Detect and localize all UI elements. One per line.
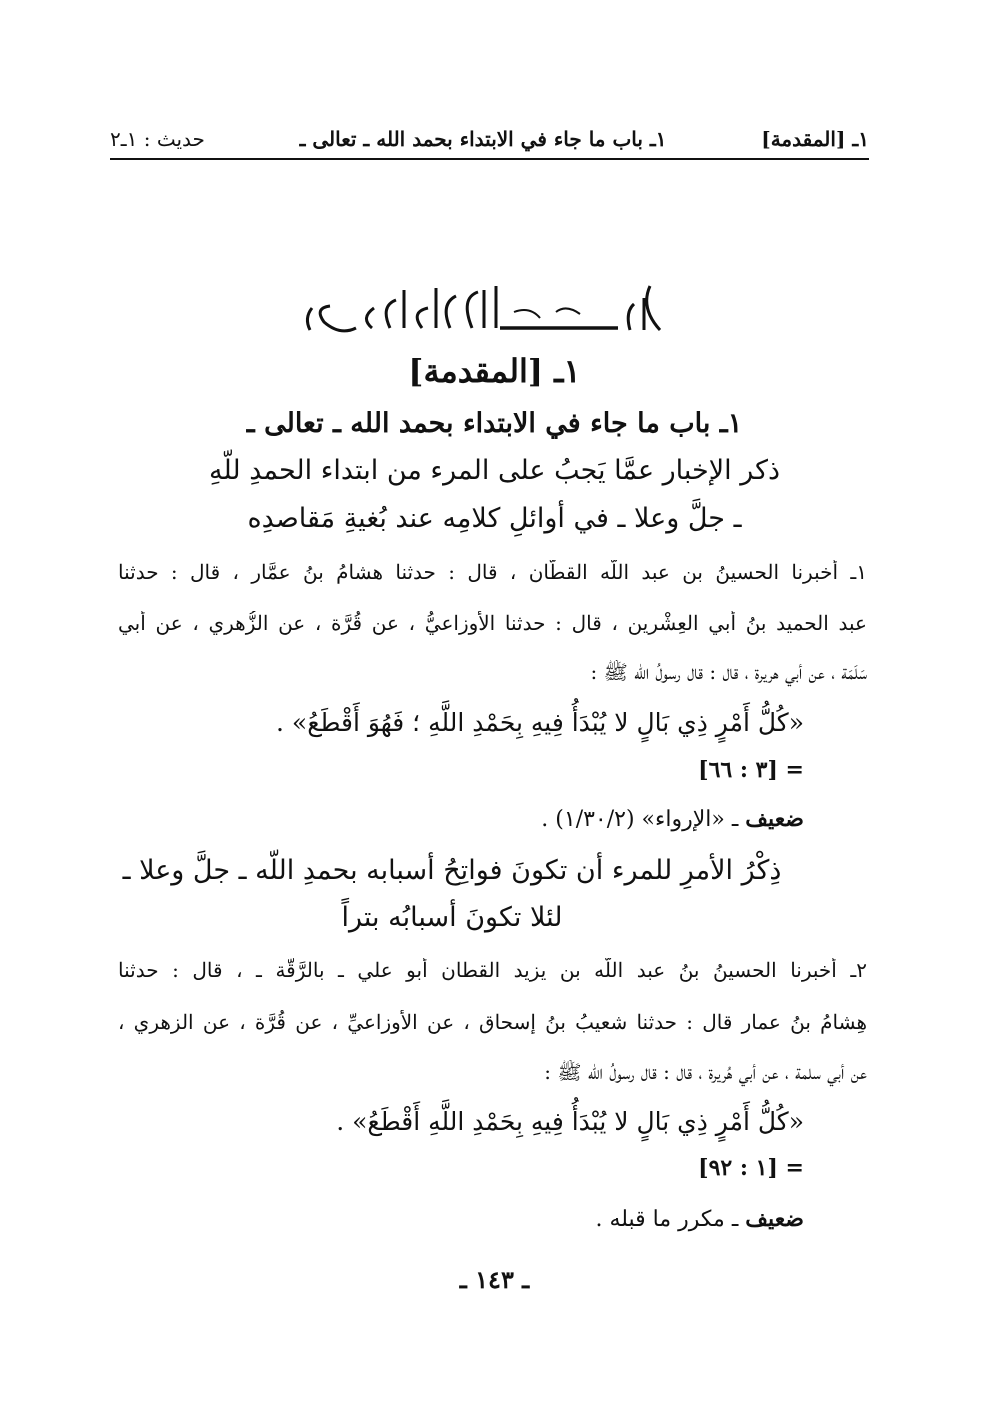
hadith-1-grade-label: ضعيف — [745, 806, 804, 832]
hadith-2-isnad-line-3: عن أبي سلمة ، عن أبي هُريرة ، قال : قال رسولُ اللّه ﷺ : — [544, 1060, 867, 1084]
heading-2-line-1: ذِكْرُ الأمرِ للمرء أن تكونَ فواتِحُ أسبابه بحمدِ اللّه ـ جلَّ وعلا ـ — [122, 855, 782, 886]
hadith-1-matn: «كُلُّ أَمْرٍ ذِي بَالٍ لا يُبْدَأُ فِيهِ بِحَمْدِ اللَّهِ ؛ فَهُوَ أَقْطَعُ» . — [276, 708, 804, 737]
hadith-2-grade — [595, 1206, 804, 1232]
hadith-2-matn: «كُلُّ أَمْرٍ ذِي بَالٍ لا يُبْدَأُ فِيهِ بِحَمْدِ اللَّهِ أَقْطَعُ» . — [336, 1107, 804, 1136]
running-header-hadith-range: حديث : ١ـ٢ — [110, 127, 205, 151]
running-header — [110, 122, 869, 156]
hadith-2-grade-label: ضعيف — [745, 1206, 804, 1232]
basmala-calligraphy — [300, 278, 680, 342]
hadith-1-reference: = [٣ : ٦٦] — [698, 757, 804, 783]
hadith-1-isnad-line-1: ١ـ أخبرنا الحسينُ بن عبد اللّه القطَّان ، قال : حدثنا هشامُ بنُ عمَّار ، قال : حدثنا — [118, 560, 867, 584]
hadith-2-isnad-line-2: هِشامُ بنُ عمار قال : حدثنا شعيبُ بنُ إسحاق ، عن الأوزاعيِّ ، عن قُرَّة ، عن الزهري ، — [118, 1010, 867, 1034]
heading-2-line-2: لئلا تكونَ أسبابُه بتراً — [341, 902, 563, 933]
hadith-1-isnad-line-3: سَلَمَة ، عن أبي هريرة ، قال : قال رسولُ اللّه ﷺ : — [590, 660, 867, 684]
header-rule — [110, 158, 869, 160]
page-number: ـ ١٤٣ ـ — [459, 1265, 530, 1294]
hadith-2-isnad-line-1: ٢ـ أخبرنا الحسينُ بنُ عبد اللّه بن يزيد القطان أبو علي ـ بالرَّقَّة ـ ، قال : حدثنا — [118, 958, 867, 982]
section-title: ١ـ [المقدمة] — [408, 352, 581, 390]
hadith-1-grade — [541, 806, 804, 832]
running-header-chapter: ١ـ باب ما جاء في الابتداء بحمد الله ـ تعالى ـ — [299, 127, 667, 151]
chapter-title: ١ـ باب ما جاء في الابتداء بحمد الله ـ تعالى ـ — [246, 408, 743, 439]
running-header-section: ١ـ [المقدمة] — [761, 127, 869, 151]
heading-1-line-1: ذكر الإخبار عمَّا يَجبُ على المرء من ابتداء الحمدِ للّهِ — [208, 455, 781, 486]
hadith-2-grade-detail: ـ مكرر ما قبله . — [595, 1207, 739, 1232]
hadith-1-grade-detail: ـ «الإرواء» (١/٣٠/٢) . — [541, 807, 739, 832]
hadith-1-isnad-line-2: عبد الحميد بنُ أبي العِشْرين ، قال : حدثنا الأوزاعيُّ ، عن قُرَّة ، عن الزُّهري ، عن أبي — [118, 611, 867, 635]
hadith-2-reference: = [١ : ٩٢] — [698, 1155, 804, 1181]
heading-1-line-2: ـ جلَّ وعلا ـ في أوائلِ كلامِه عند بُغيةِ مَقاصدِه — [247, 503, 742, 534]
